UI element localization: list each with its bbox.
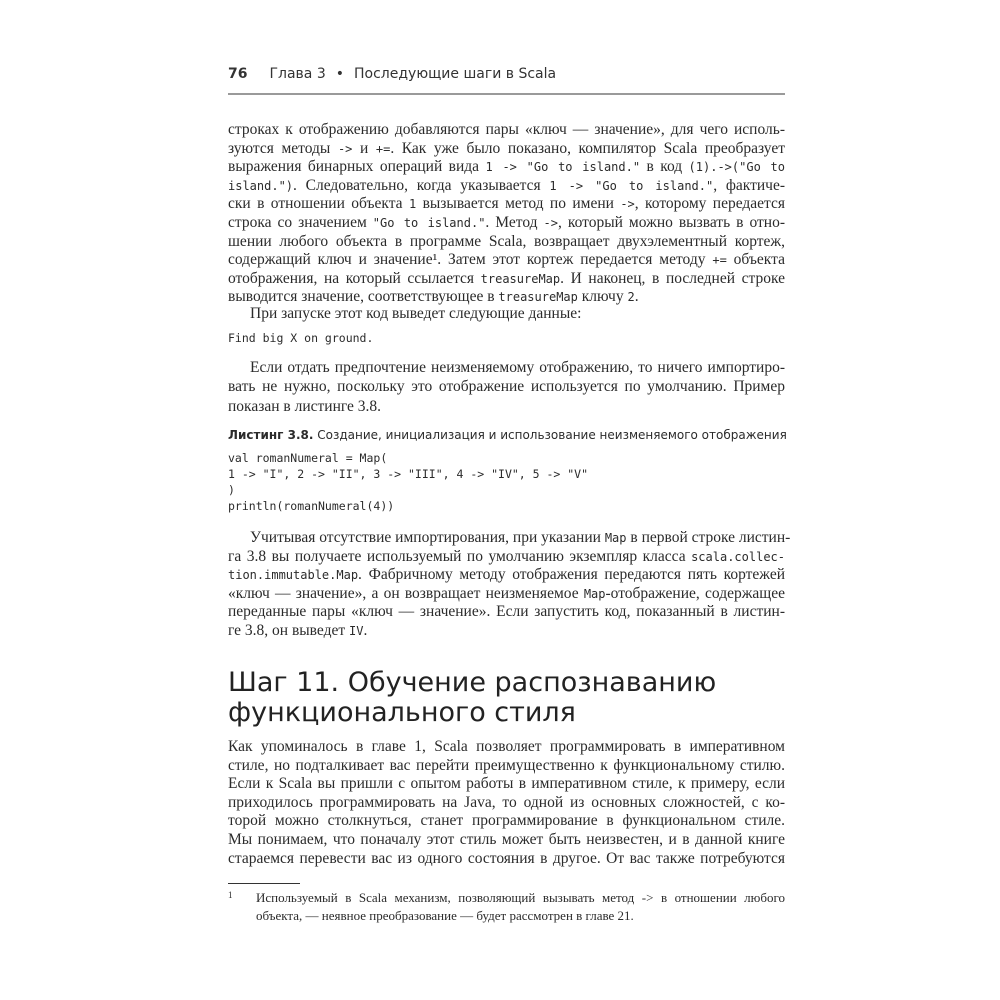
text-run: га 3.8 вы получаете используемый по умолчанию экземпляр класса [228,547,692,565]
text-line [228,565,785,584]
text-run: переданные пары «ключ — значение». Если запустить код, показанный в листин- [228,603,785,621]
inline-code: IV [349,624,364,638]
inline-code: += [712,253,727,268]
text-line [228,250,785,269]
text-run: Шаг 11. Обучение распознаванию [228,667,717,698]
text-line [228,528,791,547]
text-line [228,232,785,251]
header-separator: • [335,66,345,82]
text-run: выражения бинарных операций вида [228,158,486,176]
text-run: , фактиче- [713,176,785,194]
text-run: . Метод [485,214,544,231]
text-run: 1 -> "I", 2 -> "II", 3 -> "III", 4 -> "IV", 5 -> "V" [228,467,589,481]
text-line [228,377,785,396]
header-rule [228,93,785,95]
text-line [228,698,785,728]
text-line [228,584,785,603]
inline-code: 1 [408,197,417,212]
text-line [228,397,785,416]
inline-code: 1 -> "Go to island." [485,160,641,175]
text-run: ски в отношении объекта [228,195,409,213]
text-run: println(romanNumeral(4)) [228,499,395,513]
inline-code: (1).->("Go to [688,160,785,175]
text-run: . Как уже было показано, компилятор Scala преобразует [390,139,786,157]
text-run: отображения, на который ссылается [228,269,481,287]
text-run: Учитывая отсутствие импортирования, при указании [250,529,605,546]
inline-code: island.") [228,178,294,193]
text-run: строках к отображению добавляются пары «ключ — значение», для чего исполь- [228,121,785,138]
inline-code: -> [620,197,635,212]
inline-code: treasureMap [480,271,561,286]
text-line [228,213,785,232]
inline-code: += [375,141,391,156]
text-line [228,157,785,176]
text-run: ) [228,483,235,497]
text-run: стиле, но подталкивает вас перейти преимущественно к функциональному стилю. [228,756,785,774]
text-run: ключу [577,288,628,306]
text-run: стараемся перевести вас из одного состояния в другое. От вас также потребуются [228,849,785,867]
text-line [228,498,785,514]
footnote-rule [228,883,300,884]
text-run: торой можно столкнуться, станет программирование в функциональном стиле. [228,812,785,830]
text-run: приходилось программировать на Java, то одной из основных сложностей, с ко- [228,793,785,811]
text-run: . Следовательно, когда указывается [293,176,550,194]
inline-code: -> [337,141,353,156]
text-line [228,811,785,830]
text-run: в первой строке листин- [626,529,791,546]
text-run: в код [640,158,689,176]
text-run: . [363,622,368,639]
chapter-title: Последующие шаги в Scala [354,66,557,82]
inline-code: 2 [627,290,635,305]
text-run: Если к Scala вы пришли с опытом работы в императивном стиле, к примеру, если [228,775,785,793]
text-run: , который можно вызвать в отно- [557,214,786,231]
inline-code: "Go to island." [372,216,486,230]
text-run: Используемый в Scala механизм, позволяющий вызывать метод -> в отношении любого [256,890,785,905]
text-line [228,139,785,158]
text-line [228,793,785,812]
text-run: содержащий ключ и значение¹. Затем этот кортеж передается методу [228,251,713,269]
text-line [228,668,785,698]
text-run: строка со значением [228,214,373,231]
text-line [228,304,785,323]
text-line [228,450,785,466]
text-line [228,120,785,139]
text-run: объекта [726,251,785,269]
text-run: ге 3.8, он выведет [228,622,350,639]
text-line [228,330,785,346]
text-run: выводится значение, соответствующее в [228,288,499,306]
text-run: вать не нужно, поскольку это отображение используется по умолчанию. Пример [228,378,785,396]
inline-code: 1 -> "Go to island." [549,178,714,193]
text-line [228,907,785,925]
page-number: 76 [228,66,248,82]
text-run: шении любого объекта в программе Scala, возвращает двухэлементный кортеж, [228,232,785,250]
text-run: функционального стиля [228,697,576,728]
running-header [228,66,556,82]
text-line [228,482,785,498]
footnote-marker: 1 [228,890,233,900]
inline-code: treasureMap [498,290,578,305]
text-run: При запуске этот код выведет следующие данные: [250,305,582,322]
inline-code: -> [543,216,558,230]
text-run: Как упоминалось в главе 1, Scala позволяет программировать в императивном [228,738,785,755]
inline-code: Map [583,586,606,601]
text-line [228,602,785,621]
text-line [228,547,785,566]
text-line [228,358,785,377]
inline-code: Map [604,531,627,545]
text-run: объекта, — неявное преобразование — будет рассмотрен в главе 21. [256,908,634,923]
text-line [228,621,785,640]
inline-code: scala.collec- [691,549,785,564]
listing-label: Листинг 3.8. [228,428,314,442]
text-line [228,269,785,288]
text-run: показан в листинге 3.8. [228,397,382,415]
text-line [228,466,785,482]
chapter-label: Глава 3 [269,66,326,82]
text-line [228,849,785,868]
listing-caption [228,428,787,442]
text-run: -отображение, содержащее [605,584,785,602]
text-run: Find big X on ground. [228,331,374,345]
text-line [228,889,785,907]
text-run: . И наконец, в последней строке [560,269,785,287]
text-line [228,756,785,775]
text-run: «ключ — значение», а он возвращает неизменяемое [228,584,584,602]
text-run: val romanNumeral = Map( [228,451,388,465]
text-line [228,830,785,849]
text-line [228,737,785,756]
text-run: . [634,288,639,306]
inline-code: tion.immutable.Map [228,568,359,583]
text-run: Мы понимаем, что поначалу этот стиль может быть неизвестен, и в данной книге [228,831,785,848]
text-line [228,176,785,195]
text-run: , которому передается [634,195,786,213]
text-run: вызывается метод по имени [416,195,621,213]
listing-caption-text: Создание, инициализация и использование неизменяемого отображения [317,428,787,442]
text-run: . Фабричному методу отображения передаются пять кортежей [358,566,785,584]
text-line [228,774,785,793]
text-run: зуются методы [228,139,338,157]
text-run: Если отдать предпочтение неизменяемому отображению, то ничего импортиро- [250,359,785,376]
text-line [228,194,785,213]
text-run: и [352,139,376,157]
